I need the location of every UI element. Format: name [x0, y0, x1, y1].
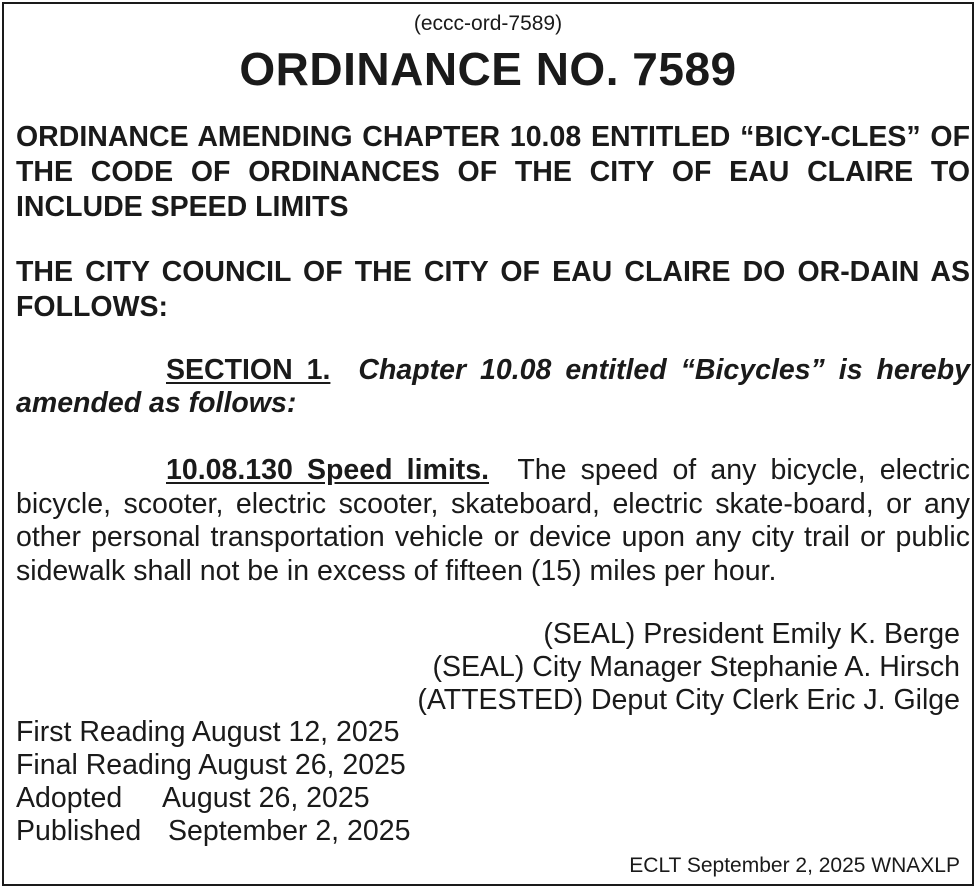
signature-block [417, 618, 960, 717]
published-date: September 2, 2025 [168, 815, 411, 847]
ordinance-title: ORDINANCE NO. 7589 [239, 43, 737, 95]
published-row [16, 815, 410, 848]
notice-frame [2, 2, 974, 886]
enacting-clause: THE CITY COUNCIL OF THE CITY OF EAU CLAIRE DO OR-DAIN AS FOLLOWS: [16, 256, 970, 323]
speed-limits-section [16, 454, 970, 588]
published-label: Published [16, 815, 142, 847]
section-1-label: SECTION 1. [166, 354, 331, 386]
ordinance-caption: ORDINANCE AMENDING CHAPTER 10.08 ENTITLED “BICY-CLES” OF THE CODE OF ORDINANCES OF THE CITY OF EAU CLAIRE TO INCLUDE SPEED LIMITS [16, 121, 970, 223]
signature-city-manager: (SEAL) City Manager Stephanie A. Hirsch [432, 651, 960, 683]
reading-dates [16, 716, 410, 848]
first-reading: First Reading August 12, 2025 [16, 716, 400, 748]
speed-limits-label: 10.08.130 Speed limits. [166, 454, 490, 486]
adopted-label: Adopted [16, 782, 123, 814]
adopted-row [16, 782, 410, 815]
section-1-text: Chapter 10.08 entitled “Bicycles” is hereby amended as follows: [16, 354, 970, 419]
signature-president: (SEAL) President Emily K. Berge [543, 618, 960, 650]
file-id: (eccc-ord-7589) [413, 12, 563, 35]
publication-footer: ECLT September 2, 2025 WNAXLP [629, 854, 960, 877]
signature-city-clerk: (ATTESTED) Deput City Clerk Eric J. Gilge [417, 684, 960, 716]
section-1 [16, 354, 970, 420]
adopted-date: August 26, 2025 [162, 782, 370, 814]
speed-limits-text: The speed of any bicycle, electric bicycle, scooter, electric scooter, skateboard, electric skate-board, or any other personal transportation vehicle or device upon any city trail or public sidewalk shall not be in excess of fifteen (15) miles per hour. [16, 454, 970, 587]
final-reading: Final Reading August 26, 2025 [16, 749, 406, 781]
